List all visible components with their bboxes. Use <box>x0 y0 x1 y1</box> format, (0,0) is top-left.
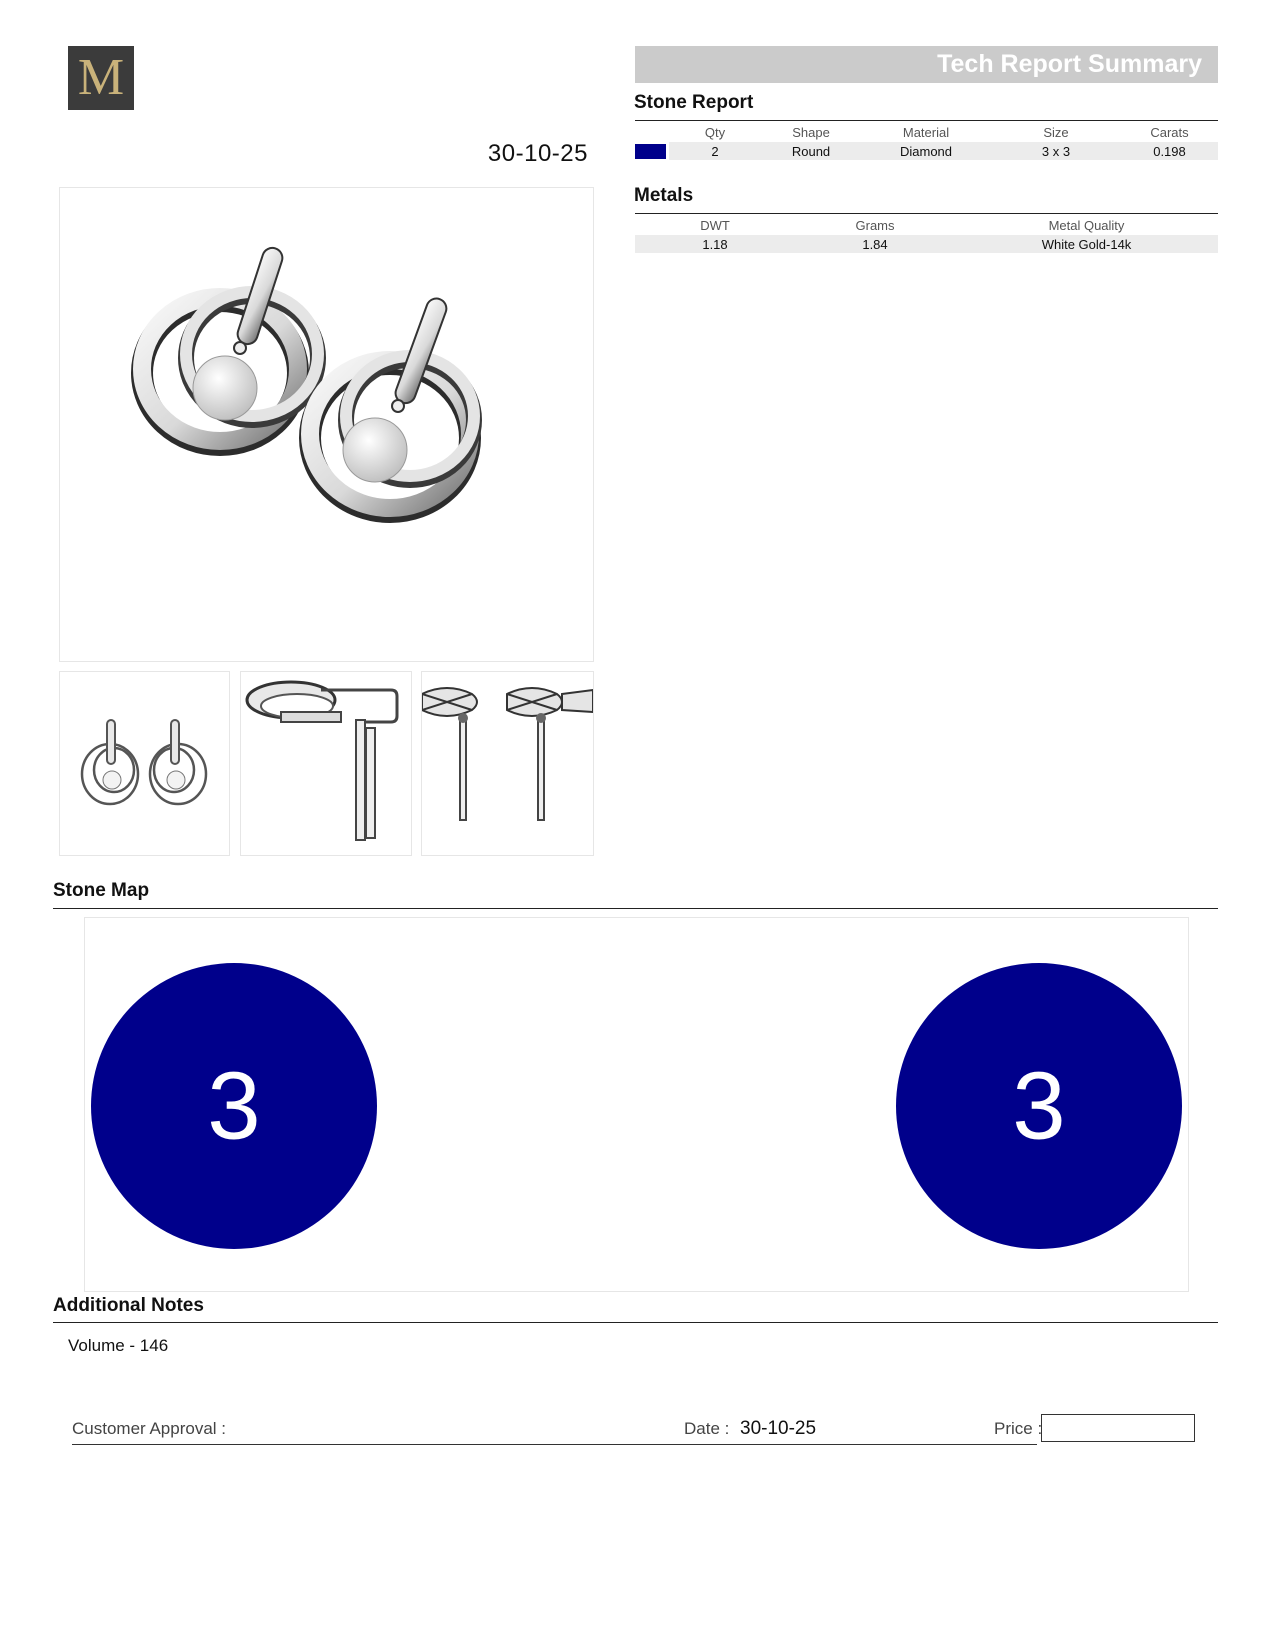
table-header-row <box>635 122 1218 142</box>
table-row <box>635 235 1218 253</box>
stone-marker-right-label: 3 <box>1012 1052 1066 1160</box>
price-field[interactable] <box>1041 1414 1195 1442</box>
metal-grams: 1.84 <box>795 235 955 253</box>
brand-logo <box>68 46 134 110</box>
report-date: 30-10-25 <box>487 140 588 167</box>
stone-shape: Round <box>761 142 861 160</box>
table-header-row <box>635 215 1218 235</box>
metals-heading: Metals <box>634 185 694 206</box>
column-header-size: Size <box>1043 124 1069 140</box>
stone-report-divider <box>635 120 1218 121</box>
column-header-grams: Grams <box>855 217 895 233</box>
price-label: Price : <box>994 1419 1043 1438</box>
report-title: Tech Report Summary <box>937 50 1202 78</box>
stone-carats: 0.198 <box>1121 142 1218 160</box>
column-header-carats: Carats <box>1150 124 1189 140</box>
stone-marker-left-label: 3 <box>207 1052 261 1160</box>
thumbnail-top-view[interactable] <box>421 671 594 856</box>
approval-date-label: Date : <box>684 1419 730 1438</box>
earring-left-drawing <box>142 245 318 445</box>
thumbnail-side-view[interactable] <box>240 671 412 856</box>
stone-size: 3 x 3 <box>991 142 1121 160</box>
stone-map-heading: Stone Map <box>53 880 150 901</box>
earring-right-drawing <box>310 296 474 512</box>
stone-qty: 2 <box>669 142 761 160</box>
metals-divider <box>635 213 1218 214</box>
column-header-shape: Shape <box>792 124 830 140</box>
stone-map-divider <box>53 908 1218 909</box>
approval-date-value: 30-10-25 <box>740 1418 817 1439</box>
column-header-metal-quality: Metal Quality <box>1048 217 1125 233</box>
stone-material: Diamond <box>861 142 991 160</box>
report-title-banner <box>635 46 1218 83</box>
metal-quality: White Gold-14k <box>955 235 1218 253</box>
customer-approval-label: Customer Approval : <box>72 1419 227 1438</box>
stone-color-cell <box>635 142 669 160</box>
thumbnail-front-view[interactable] <box>59 671 230 856</box>
main-product-render <box>59 187 594 662</box>
stone-report-heading: Stone Report <box>634 92 754 113</box>
column-header-material: Material <box>902 124 950 140</box>
metal-dwt: 1.18 <box>635 235 795 253</box>
logo-letter: M <box>77 49 125 106</box>
table-row <box>635 142 1218 160</box>
metals-table <box>635 215 1218 253</box>
stone-map-canvas <box>84 917 1189 1292</box>
stone-report-table <box>635 122 1218 160</box>
column-header-qty: Qty <box>704 124 726 140</box>
column-header-dwt: DWT <box>700 217 730 233</box>
additional-notes-divider <box>53 1322 1218 1323</box>
approval-signature-line <box>72 1444 1037 1445</box>
column-header-swatch <box>635 122 669 142</box>
stone-marker-right <box>896 963 1182 1249</box>
additional-notes-text: Volume - 146 <box>68 1336 169 1355</box>
additional-notes-heading: Additional Notes <box>53 1295 204 1316</box>
stone-color-swatch <box>635 144 666 159</box>
stone-marker-left <box>91 963 377 1249</box>
